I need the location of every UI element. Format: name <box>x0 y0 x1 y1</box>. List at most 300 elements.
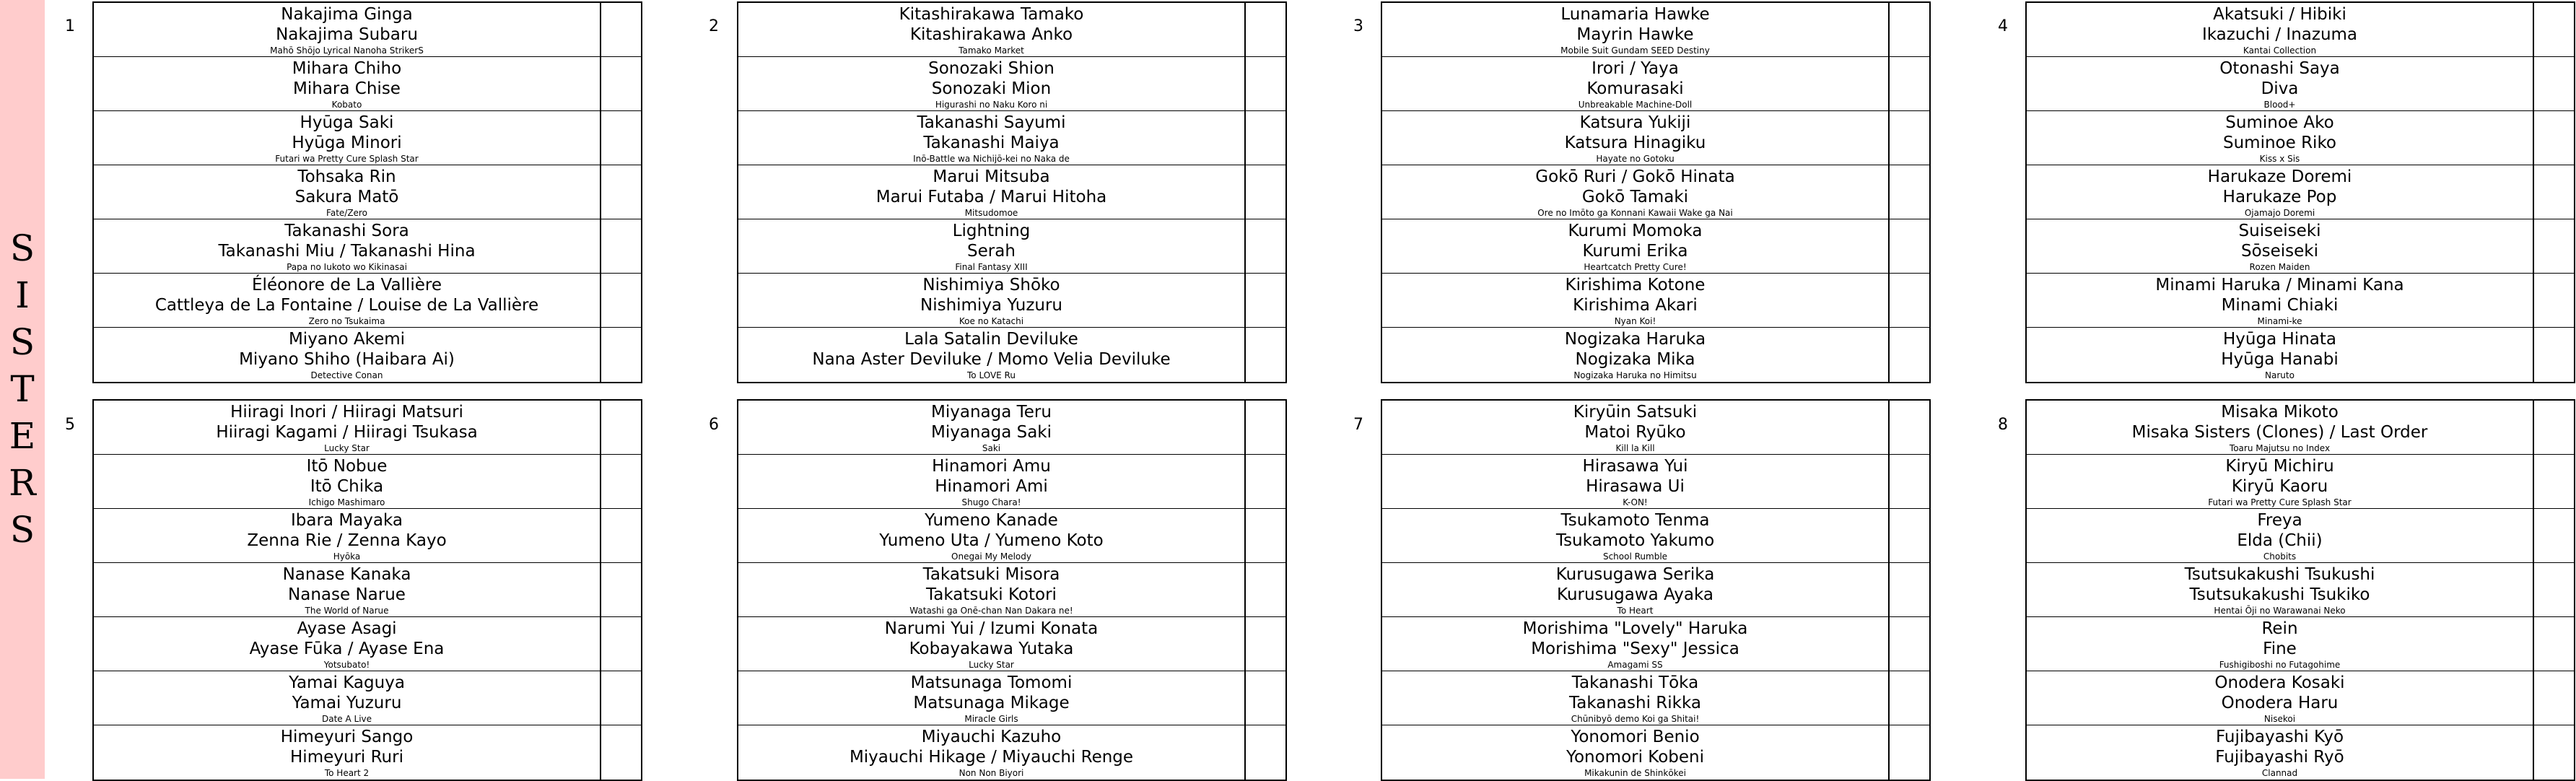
sister-name-first: Tsukamoto Tenma <box>1560 511 1710 530</box>
score-cell <box>1246 401 1287 454</box>
score-cell <box>2534 3 2575 56</box>
pair-row <box>1382 57 1931 111</box>
pair-cell <box>2027 111 2534 165</box>
pair-cell <box>738 165 1246 219</box>
sister-name-first: Hinamori Amu <box>932 457 1051 476</box>
pair-cell <box>94 328 601 382</box>
score-cell <box>2534 401 2575 454</box>
pair-row <box>2027 509 2575 563</box>
score-cell <box>2534 328 2575 382</box>
source-title: Futari wa Pretty Cure Splash Star <box>2208 497 2352 507</box>
score-cell <box>2534 671 2575 725</box>
pair-cell <box>738 328 1246 382</box>
pair-row <box>738 219 1287 274</box>
sister-name-second: Nana Aster Deviluke / Momo Velia Deviluke <box>812 350 1171 369</box>
pair-row <box>738 455 1287 509</box>
banner-letter: S <box>9 509 35 551</box>
sister-name-first: Mihara Chiho <box>292 59 402 78</box>
source-title: Date A Live <box>321 714 372 724</box>
score-cell <box>1890 617 1931 671</box>
sister-name-second: Cattleya de La Fontaine / Louise de La Vallière <box>154 296 539 315</box>
pair-cell <box>738 274 1246 327</box>
source-title: Zero no Tsukaima <box>308 316 385 326</box>
source-title: Ojamajo Doremi <box>2244 208 2315 218</box>
sister-name-second: Mihara Chise <box>293 79 401 98</box>
score-cell <box>1890 274 1931 327</box>
sister-name-second: Komurasaki <box>1586 79 1684 98</box>
pair-row <box>2027 57 2575 111</box>
pair-row <box>94 617 642 671</box>
pair-row <box>738 401 1287 455</box>
group-table <box>92 399 642 781</box>
sister-name-first: Yumeno Kanade <box>925 511 1058 530</box>
sister-name-second: Matsunaga Mikage <box>913 694 1070 712</box>
pair-row <box>94 3 642 57</box>
sister-name-second: Elda (Chii) <box>2237 531 2323 550</box>
source-title: Kobato <box>331 100 362 110</box>
source-title: Nisekoi <box>2263 714 2296 724</box>
sister-name-second: Miyauchi Hikage / Miyauchi Renge <box>849 748 1134 767</box>
score-cell <box>2534 165 2575 219</box>
source-title: Heartcatch Pretty Cure! <box>1584 262 1687 272</box>
sister-name-second: Kurusugawa Ayaka <box>1557 585 1713 604</box>
source-title: Shugo Chara! <box>961 497 1021 507</box>
score-cell <box>601 509 642 562</box>
group-number: 1 <box>65 17 75 35</box>
sister-name-first: Ibara Mayaka <box>291 511 403 530</box>
pair-row <box>2027 617 2575 671</box>
sister-name-second: Hinamori Ami <box>935 477 1048 496</box>
score-cell <box>601 401 642 454</box>
sister-name-first: Gokō Ruri / Gokō Hinata <box>1535 167 1735 186</box>
score-cell <box>1246 3 1287 56</box>
pair-cell <box>2027 671 2534 725</box>
pair-cell <box>738 509 1246 562</box>
source-title: Unbreakable Machine-Doll <box>1578 100 1693 110</box>
pair-cell <box>1382 165 1890 219</box>
sister-name-second: Yumeno Uta / Yumeno Koto <box>879 531 1104 550</box>
score-cell <box>1890 165 1931 219</box>
score-cell <box>2534 563 2575 616</box>
source-title: Kiss x Sis <box>2259 154 2300 164</box>
sister-name-second: Minami Chiaki <box>2221 296 2339 315</box>
pair-cell <box>738 401 1246 454</box>
sister-name-first: Nakajima Ginga <box>281 5 413 24</box>
source-title: Lucky Star <box>324 443 370 453</box>
pair-row <box>738 509 1287 563</box>
pair-row <box>738 563 1287 617</box>
sister-name-first: Lunamaria Hawke <box>1560 5 1710 24</box>
sister-name-second: Sonozaki Mion <box>931 79 1052 98</box>
source-title: Naruto <box>2265 370 2295 380</box>
sister-name-second: Itō Chika <box>310 477 384 496</box>
score-cell <box>1246 165 1287 219</box>
sister-name-first: Miyanaga Teru <box>931 403 1052 422</box>
source-title: Ore no Imōto ga Konnani Kawaii Wake ga Nai <box>1537 208 1733 218</box>
sister-name-second: Miyano Shiho (Haibara Ai) <box>239 350 455 369</box>
sister-name-second: Yonomori Kobeni <box>1566 748 1705 767</box>
sister-name-second: Takatsuki Kotori <box>926 585 1057 604</box>
pair-row <box>738 57 1287 111</box>
sister-name-second: Sōseiseki <box>2240 242 2319 261</box>
score-cell <box>1246 57 1287 110</box>
banner-letter: S <box>9 227 35 269</box>
score-cell <box>601 274 642 327</box>
pair-cell <box>738 725 1246 780</box>
pair-cell <box>738 3 1246 56</box>
pair-cell <box>94 274 601 327</box>
pair-row <box>1382 455 1931 509</box>
source-title: Clannad <box>2261 768 2298 778</box>
pair-row <box>94 401 642 455</box>
sister-name-second: Misaka Sisters (Clones) / Last Order <box>2131 423 2428 442</box>
pair-cell <box>94 671 601 725</box>
sister-name-first: Nishimiya Shōko <box>922 276 1060 294</box>
sister-name-second: Kirishima Akari <box>1573 296 1698 315</box>
score-cell <box>2534 219 2575 273</box>
score-cell <box>1890 509 1931 562</box>
pair-cell <box>1382 3 1890 56</box>
sister-name-second: Nanase Narue <box>288 585 406 604</box>
score-cell <box>1890 401 1931 454</box>
source-title: Mikakunin de Shinkōkei <box>1584 768 1686 778</box>
sister-name-second: Miyanaga Saki <box>930 423 1052 442</box>
sister-name-first: Akatsuki / Hibiki <box>2213 5 2346 24</box>
sister-name-first: Rein <box>2261 619 2298 638</box>
pair-row <box>94 563 642 617</box>
sister-name-second: Takanashi Rikka <box>1569 694 1701 712</box>
sister-name-first: Misaka Mikoto <box>2221 403 2339 422</box>
sister-name-first: Kurusugawa Serika <box>1555 565 1715 584</box>
pair-row <box>94 671 642 725</box>
pair-cell <box>738 671 1246 725</box>
pair-row <box>94 328 642 382</box>
pair-row <box>738 274 1287 328</box>
sister-name-first: Kitashirakawa Tamako <box>899 5 1084 24</box>
score-cell <box>2534 57 2575 110</box>
pair-cell <box>94 617 601 671</box>
group-number: 3 <box>1353 17 1363 35</box>
banner-letter: T <box>10 368 35 410</box>
sister-name-second: Nishimiya Yuzuru <box>920 296 1063 315</box>
source-title: Amagami SS <box>1607 660 1663 670</box>
sister-name-first: Tohsaka Rin <box>297 167 396 186</box>
group-table <box>2025 1 2575 383</box>
score-cell <box>601 671 642 725</box>
source-title: Toaru Majutsu no Index <box>2229 443 2331 453</box>
sister-name-second: Marui Futaba / Marui Hitoha <box>876 188 1107 206</box>
pair-cell <box>2027 328 2534 382</box>
source-title: Non Non Biyori <box>959 768 1024 778</box>
source-title: To Heart <box>1617 606 1654 616</box>
sister-name-first: Fujibayashi Kyō <box>2215 728 2344 746</box>
source-title: Saki <box>982 443 1001 453</box>
source-title: Koe no Katachi <box>959 316 1024 326</box>
pair-row <box>2027 328 2575 382</box>
sisters-side-banner <box>0 0 45 779</box>
score-cell <box>2534 455 2575 508</box>
source-title: Higurashi no Naku Koro ni <box>935 100 1048 110</box>
pair-cell <box>2027 401 2534 454</box>
source-title: Fushigiboshi no Futagohime <box>2219 660 2341 670</box>
source-title: Papa no Iukoto wo Kikinasai <box>287 262 407 272</box>
sister-name-second: Hyūga Minori <box>292 134 402 152</box>
sister-name-first: Suiseiseki <box>2238 222 2321 240</box>
pair-row <box>1382 563 1931 617</box>
pair-row <box>1382 111 1931 165</box>
sister-name-first: Miyano Akemi <box>288 330 406 349</box>
sister-name-first: Narumi Yui / Izumi Konata <box>884 619 1099 638</box>
pair-cell <box>1382 563 1890 616</box>
group-number: 6 <box>709 416 719 434</box>
pair-cell <box>94 401 601 454</box>
sister-name-second: Kobayakawa Yutaka <box>909 640 1074 658</box>
score-cell <box>1246 725 1287 780</box>
pair-cell <box>2027 3 2534 56</box>
score-cell <box>601 455 642 508</box>
pair-row <box>738 617 1287 671</box>
pair-cell <box>94 111 601 165</box>
pair-cell <box>94 455 601 508</box>
source-title: Onegai My Melody <box>951 551 1031 562</box>
pair-row <box>94 219 642 274</box>
source-title: Mitsudomoe <box>964 208 1018 218</box>
score-cell <box>1246 455 1287 508</box>
group-number: 2 <box>709 17 719 35</box>
source-title: Hyōka <box>333 551 361 562</box>
pair-cell <box>1382 274 1890 327</box>
group-table <box>92 1 642 383</box>
sister-name-second: Kitashirakawa Anko <box>909 25 1073 44</box>
pair-row <box>2027 455 2575 509</box>
sister-name-second: Katsura Hinagiku <box>1564 134 1706 152</box>
pair-row <box>1382 3 1931 57</box>
sister-name-second: Morishima "Sexy" Jessica <box>1531 640 1739 658</box>
pair-cell <box>1382 401 1890 454</box>
pair-cell <box>738 57 1246 110</box>
pair-row <box>1382 617 1931 671</box>
pair-cell <box>1382 219 1890 273</box>
pair-cell <box>94 3 601 56</box>
sister-name-first: Miyauchi Kazuho <box>921 728 1062 746</box>
sister-name-second: Kiryū Kaoru <box>2231 477 2328 496</box>
score-cell <box>1890 328 1931 382</box>
source-title: Yotsubato! <box>323 660 370 670</box>
score-cell <box>601 165 642 219</box>
pair-row <box>94 57 642 111</box>
sister-name-first: Otonashi Saya <box>2219 59 2340 78</box>
sister-name-first: Kirishima Kotone <box>1565 276 1706 294</box>
source-title: To LOVE Ru <box>967 370 1016 380</box>
sister-name-second: Kurumi Erika <box>1582 242 1688 261</box>
pair-cell <box>2027 509 2534 562</box>
group-table <box>737 1 1287 383</box>
sister-name-second: Diva <box>2261 79 2299 98</box>
group-table <box>737 399 1287 781</box>
sister-name-second: Takanashi Maiya <box>923 134 1060 152</box>
pair-cell <box>1382 671 1890 725</box>
pair-cell <box>1382 57 1890 110</box>
pair-cell <box>738 617 1246 671</box>
sister-name-second: Onodera Haru <box>2221 694 2339 712</box>
pair-row <box>738 328 1287 382</box>
score-cell <box>601 219 642 273</box>
source-title: Tamako Market <box>959 45 1024 56</box>
sister-name-second: Tsutsukakushi Tsukiko <box>2189 585 2370 604</box>
pair-cell <box>1382 617 1890 671</box>
source-title: Futari wa Pretty Cure Splash Star <box>275 154 419 164</box>
source-title: The World of Narue <box>305 606 389 616</box>
pair-row <box>94 725 642 780</box>
pair-cell <box>2027 725 2534 780</box>
score-cell <box>1890 725 1931 780</box>
source-title: Blood+ <box>2263 100 2296 110</box>
pair-row <box>2027 165 2575 219</box>
sister-name-first: Kiryū Michiru <box>2225 457 2334 476</box>
source-title: Lucky Star <box>969 660 1014 670</box>
pair-cell <box>1382 111 1890 165</box>
sister-name-first: Takanashi Sayumi <box>917 113 1066 132</box>
sister-name-second: Suminoe Riko <box>2222 134 2337 152</box>
sister-name-second: Serah <box>967 242 1016 261</box>
pair-row <box>2027 219 2575 274</box>
sister-name-first: Matsunaga Tomomi <box>910 673 1073 692</box>
pair-row <box>1382 509 1931 563</box>
score-cell <box>1890 563 1931 616</box>
pair-cell <box>94 219 601 273</box>
score-cell <box>1890 57 1931 110</box>
pair-row <box>1382 165 1931 219</box>
group-number: 4 <box>1998 17 2008 35</box>
source-title: Ichigo Mashimaro <box>308 497 385 507</box>
sister-name-second: Hirasawa Ui <box>1586 477 1685 496</box>
group-number: 5 <box>65 416 75 434</box>
pair-cell <box>94 509 601 562</box>
sister-name-second: Ayase Fūka / Ayase Ena <box>249 640 445 658</box>
source-title: Watashi ga Onē-chan Nan Dakara ne! <box>909 606 1073 616</box>
pair-row <box>1382 725 1931 780</box>
source-title: Inō-Battle wa Nichijō-kei no Naka de <box>913 154 1070 164</box>
pair-row <box>2027 401 2575 455</box>
source-title: Miracle Girls <box>964 714 1018 724</box>
sister-name-second: Tsukamoto Yakumo <box>1555 531 1715 550</box>
sister-name-first: Takanashi Tōka <box>1571 673 1699 692</box>
sister-name-first: Morishima "Lovely" Haruka <box>1522 619 1748 638</box>
pair-row <box>2027 725 2575 780</box>
sister-name-second: Ikazuchi / Inazuma <box>2201 25 2358 44</box>
score-cell <box>1246 328 1287 382</box>
source-title: Chobits <box>2263 551 2297 562</box>
sister-name-first: Yonomori Benio <box>1571 728 1700 746</box>
score-cell <box>1890 111 1931 165</box>
sister-name-first: Lightning <box>952 222 1031 240</box>
pair-cell <box>738 219 1246 273</box>
score-cell <box>1246 274 1287 327</box>
sister-name-second: Hiiragi Kagami / Hiiragi Tsukasa <box>216 423 478 442</box>
sister-name-first: Himeyuri Sango <box>280 728 414 746</box>
pair-row <box>94 509 642 563</box>
sister-name-second: Nakajima Subaru <box>276 25 418 44</box>
score-cell <box>2534 111 2575 165</box>
sister-name-second: Yamai Yuzuru <box>292 694 402 712</box>
pair-cell <box>2027 274 2534 327</box>
score-cell <box>601 617 642 671</box>
sister-name-first: Hyūga Hinata <box>2223 330 2336 349</box>
pair-row <box>738 165 1287 219</box>
pair-cell <box>1382 725 1890 780</box>
pair-row <box>94 274 642 328</box>
sister-name-first: Kiryūin Satsuki <box>1573 403 1698 422</box>
pair-cell <box>94 57 601 110</box>
source-title: Minami-ke <box>2257 316 2302 326</box>
source-title: Detective Conan <box>310 370 383 380</box>
score-cell <box>1246 671 1287 725</box>
source-title: Hayate no Gotoku <box>1596 154 1675 164</box>
sister-name-second: Zenna Rie / Zenna Kayo <box>247 531 447 550</box>
pair-cell <box>2027 563 2534 616</box>
pair-cell <box>2027 165 2534 219</box>
pair-row <box>738 3 1287 57</box>
sister-name-second: Fujibayashi Ryō <box>2215 748 2344 767</box>
pair-cell <box>738 563 1246 616</box>
source-title: Nyan Koi! <box>1614 316 1656 326</box>
score-cell <box>1246 509 1287 562</box>
score-cell <box>1890 3 1931 56</box>
banner-letter: E <box>9 415 36 457</box>
source-title: K-ON! <box>1623 497 1648 507</box>
pair-row <box>1382 219 1931 274</box>
sister-name-second: Mayrin Hawke <box>1576 25 1694 44</box>
sister-name-first: Takanashi Sora <box>284 222 409 240</box>
sister-name-first: Irori / Yaya <box>1592 59 1679 78</box>
source-title: Rozen Maiden <box>2249 262 2310 272</box>
pair-cell <box>94 165 601 219</box>
sister-name-first: Hiiragi Inori / Hiiragi Matsuri <box>230 403 463 422</box>
pair-cell <box>1382 328 1890 382</box>
score-cell <box>601 3 642 56</box>
pair-row <box>94 165 642 219</box>
pair-row <box>1382 328 1931 382</box>
score-cell <box>2534 274 2575 327</box>
sister-name-second: Nogizaka Mika <box>1575 350 1695 369</box>
score-cell <box>1246 617 1287 671</box>
sister-name-second: Himeyuri Ruri <box>290 748 403 767</box>
score-cell <box>2534 617 2575 671</box>
pair-cell <box>738 111 1246 165</box>
sister-name-first: Nogizaka Haruka <box>1564 330 1706 349</box>
sister-name-first: Hyūga Saki <box>300 113 394 132</box>
source-title: Kill la Kill <box>1615 443 1655 453</box>
group-table <box>1381 1 1931 383</box>
sister-name-first: Hirasawa Yui <box>1582 457 1688 476</box>
pair-row <box>2027 274 2575 328</box>
pair-cell <box>2027 455 2534 508</box>
sister-name-first: Suminoe Ako <box>2225 113 2334 132</box>
pair-cell <box>2027 219 2534 273</box>
sister-name-first: Harukaze Doremi <box>2207 167 2352 186</box>
sister-name-first: Yamai Kaguya <box>289 673 405 692</box>
score-cell <box>1890 219 1931 273</box>
sister-name-second: Gokō Tamaki <box>1581 188 1689 206</box>
pair-row <box>738 725 1287 780</box>
source-title: Nogizaka Haruka no Himitsu <box>1573 370 1697 380</box>
score-cell <box>2534 509 2575 562</box>
score-cell <box>601 328 642 382</box>
pair-cell <box>2027 57 2534 110</box>
pair-cell <box>94 725 601 780</box>
pair-row <box>2027 111 2575 165</box>
source-title: Fate/Zero <box>326 208 367 218</box>
